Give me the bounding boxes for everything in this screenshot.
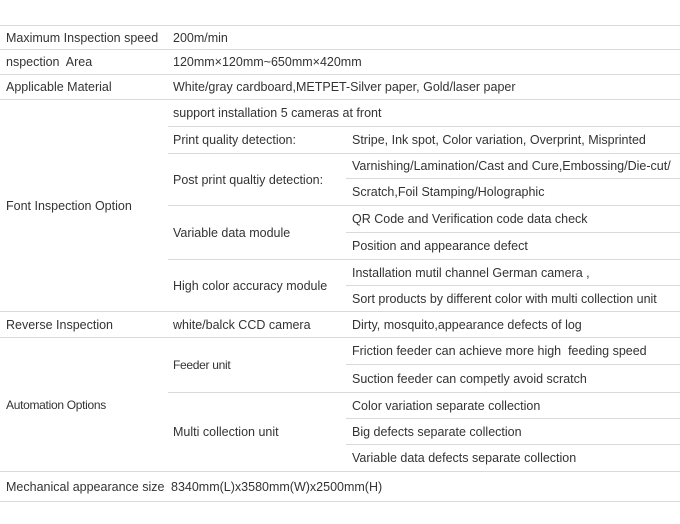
material-value: White/gray cardboard,METPET-Silver paper, Gold/laser paper (173, 80, 516, 94)
row-label-area: nspection Area (6, 55, 93, 69)
row-label-reverse: Reverse Inspection (6, 317, 114, 332)
post-print-value-2: Scratch,Foil Stamping/Holographic (352, 185, 545, 199)
high-color-value-2: Sort products by different color with multi collection unit (352, 291, 657, 306)
area-value: 120mm×120mm~650mm×420mm (173, 55, 362, 69)
print-quality-label: Print quality detection: (173, 133, 296, 147)
reverse-value: Dirty, mosquito,appearance defects of log (352, 317, 582, 332)
feeder-unit-label: Feeder unit (173, 358, 231, 372)
post-print-label: Post print qualtiy detection: (173, 172, 324, 187)
row-label-font-inspection: Font Inspection Option (6, 198, 132, 213)
variable-data-value-1: QR Code and Verification code data check (352, 212, 588, 226)
row-label-max-speed: Maximum Inspection speed (6, 30, 159, 45)
max-speed-value: 200m/min (173, 30, 228, 45)
row-label-automation: Automation Options (6, 397, 106, 412)
row-divider (0, 501, 680, 502)
row-label-mechanical: Mechanical appearance size (6, 479, 165, 494)
variable-data-label: Variable data module (173, 225, 291, 240)
multi-value-2: Big defects separate collection (352, 424, 522, 439)
feeder-value-1: Friction feeder can achieve more high feeding speed (352, 344, 647, 358)
high-color-value-1: Installation mutil channel German camera , (352, 265, 590, 280)
print-quality-value: Stripe, Ink spot, Color variation, Overprint, Misprinted (352, 133, 646, 147)
post-print-value-1: Varnishing/Lamination/Cast and Cure,Embossing/Die-cut/ (352, 159, 671, 173)
row-label-material: Applicable Material (6, 80, 112, 94)
multi-value-3: Variable data defects separate collection (352, 451, 577, 465)
multi-value-1: Color variation separate collection (352, 398, 541, 413)
variable-data-value-2: Position and appearance defect (352, 239, 528, 253)
reverse-camera: white/balck CCD camera (173, 317, 311, 332)
multi-collection-label: Multi collection unit (173, 425, 279, 439)
feeder-value-2: Suction feeder can competly avoid scratch (352, 371, 587, 386)
mechanical-value: 8340mm(L)x3580mm(W)x2500mm(H) (171, 479, 383, 494)
font-support-text: support installation 5 cameras at front (173, 106, 382, 120)
high-color-label: High color accuracy module (173, 278, 328, 293)
